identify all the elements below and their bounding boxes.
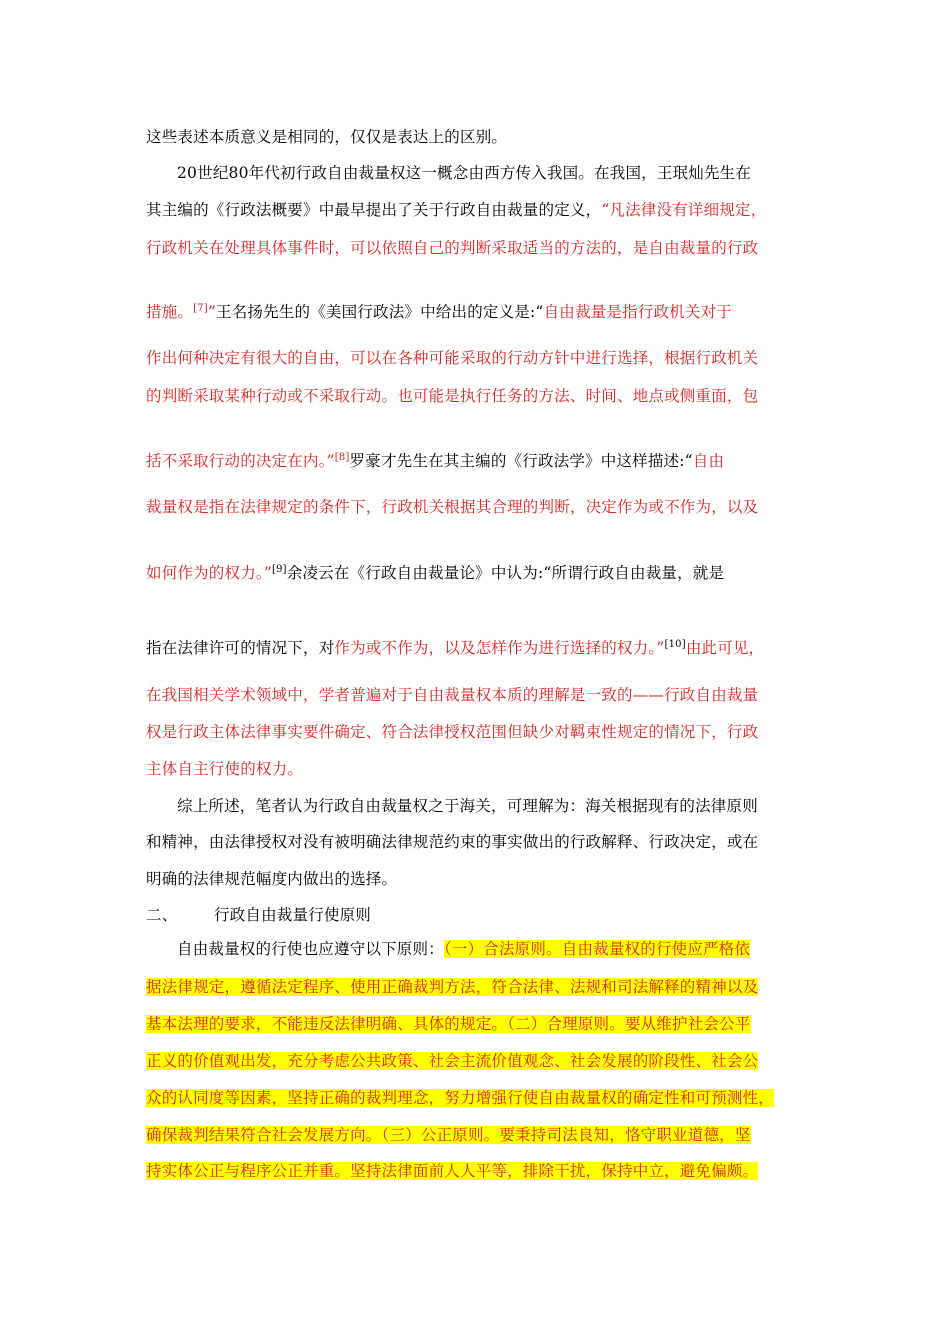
text-line <box>146 451 724 471</box>
highlighted-line <box>146 1014 751 1034</box>
paragraph-line <box>177 163 751 183</box>
highlighted-line <box>146 1088 774 1108</box>
highlighted-span: 持实体公正与程序公正并重。坚持法律面前人人平等，排除干扰，保持中立，避免偏颇。 <box>146 1162 759 1180</box>
section-heading <box>146 905 371 925</box>
text-span: 和精神，由法律授权对没有被明确法律规范约束的事实做出的行政解释、行政决定，或在 <box>146 833 759 851</box>
quote-line <box>146 722 758 742</box>
highlighted-span: 正义的价值观出发，充分考虑公共政策、社会主流价值观念、社会发展的阶段性、社会公 <box>146 1052 759 1070</box>
footnote-ref[interactable]: [10] <box>664 639 686 650</box>
footnote-ref[interactable]: [8] <box>334 452 350 463</box>
quote-span: 自由 <box>692 452 725 470</box>
text-line <box>146 638 764 658</box>
quote-span: 措施。 <box>146 303 194 321</box>
quote-span: “凡法律没有详细规定， <box>601 201 767 219</box>
text-span: 罗豪才先生在其主编的《行政法学》中这样描述:“ <box>349 452 693 470</box>
text-span: 其主编的《行政法概要》中最早提出了关于行政自由裁量的定义， <box>146 201 602 219</box>
text-span: 自由裁量权的行使也应遵守以下原则： <box>177 940 444 958</box>
text-line <box>146 869 397 889</box>
text-span: 行政机关在处理具体事件时，可以依照自己的判断采取适当的方法的，是自由裁量的行政 <box>146 239 759 257</box>
paragraph-line <box>177 796 758 816</box>
highlighted-line <box>146 1161 758 1181</box>
text-span: 指在法律许可的情况下，对 <box>146 639 335 657</box>
highlighted-span: （一）合法原则。自由裁量权的行使应严格依 <box>443 940 751 958</box>
footnote-ref[interactable]: [7] <box>193 303 208 314</box>
text-line <box>146 200 766 220</box>
text-span: 综上所述，笔者认为行政自由裁量权之于海关，可理解为：海关根据现有的法律原则 <box>177 797 758 815</box>
text-span: 裁量权是指在法律规定的条件下，行政机关根据其合理的判断，决定作为或不作为，以及 <box>146 498 759 516</box>
highlighted-line <box>146 1051 758 1071</box>
quote-span: 由此可见， <box>685 639 765 657</box>
text-span: 余凌云在《行政自由裁量论》中认为:“所谓行政自由裁量，就是 <box>286 564 725 582</box>
text-line <box>146 832 758 852</box>
paragraph-line <box>177 939 750 959</box>
highlighted-line <box>146 977 758 997</box>
text-span: 的判断采取某种行动或不采取行动。也可能是执行任务的方法、时间、地点或侧重面，包 <box>146 387 759 405</box>
text-line <box>146 127 507 147</box>
text-span: 在我国相关学术领域中，学者普遍对于自由裁量权本质的理解是一致的——行政自由裁量 <box>146 686 759 704</box>
text-span: 作出何种决定有很大的自由，可以在各种可能采取的行动方针中进行选择，根据行政机关 <box>146 349 759 367</box>
quote-line <box>146 497 758 517</box>
quote-span: 自由裁量是指行政机关对于 <box>543 303 732 321</box>
quote-span: 如何作为的权力。” <box>146 564 272 582</box>
footnote-ref[interactable]: [9] <box>271 564 287 575</box>
highlighted-span: 据法律规定，遵循法定程序、使用正确裁判方法，符合法律、法规和司法解释的精神以及 <box>146 978 759 996</box>
quote-line <box>146 348 758 368</box>
quote-line <box>146 386 758 406</box>
quote-line <box>146 759 303 779</box>
quote-line <box>146 685 758 705</box>
highlighted-line <box>146 1125 751 1145</box>
section-number: 二、 <box>146 906 178 924</box>
text-span: 这些表述本质意义是相同的，仅仅是表达上的区别。 <box>146 128 508 146</box>
text-span: 主体自主行使的权力。 <box>146 760 304 778</box>
quote-span: ” <box>207 303 216 321</box>
text-span: 权是行政主体法律事实要件确定、符合法律授权范围但缺少对羁束性规定的情况下，行政 <box>146 723 759 741</box>
highlighted-span: 众的认同度等因素，坚持正确的裁判理念，努力增强行使自由裁量权的确定性和可预测性， <box>146 1089 775 1107</box>
text-span: 20世纪80年代初行政自由裁量权这一概念由西方传入我国。在我国，王珉灿先生在 <box>177 164 752 182</box>
highlighted-span: 确保裁判结果符合社会发展方向。（三）公正原则。要秉持司法良知，恪守职业道德，坚 <box>146 1126 751 1144</box>
text-span: 明确的法律规范幅度内做出的选择。 <box>146 870 398 888</box>
highlighted-span: 基本法理的要求，不能违反法律明确、具体的规定。（二）合理原则。要从维护社会公平 <box>146 1015 751 1033</box>
text-line <box>146 302 732 322</box>
quote-span: 括不采取行动的决定在内。” <box>146 452 335 470</box>
quote-line <box>146 238 758 258</box>
text-line <box>146 563 724 583</box>
text-span: 王名扬先生的《美国行政法》中给出的定义是:“ <box>216 303 544 321</box>
quote-span: 作为或不作为，以及怎样作为进行选择的权力。” <box>334 639 665 657</box>
section-title: 行政自由裁量行使原则 <box>214 906 372 924</box>
